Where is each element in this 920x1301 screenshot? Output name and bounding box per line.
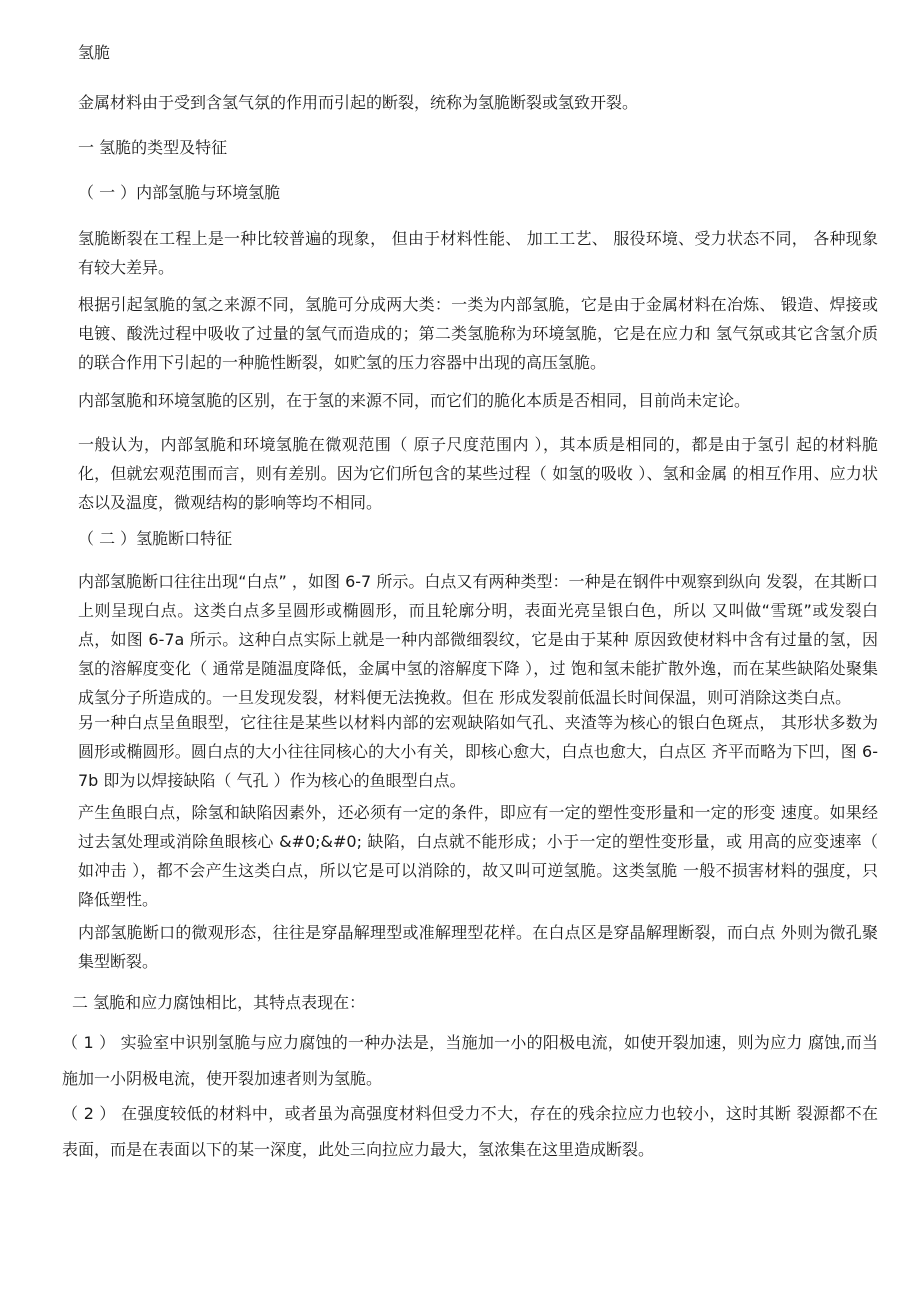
list-item-2-line-2: 表面，而是在表面以下的某一深度，此处三向拉应力最大，氢浓集在这里造成断裂。 [62, 1140, 655, 1159]
paragraph-3: 内部氢脆和环境氢脆的区别，在于氢的来源不同，而它们的脆化本质是否相同，目前尚未定论。 [78, 391, 751, 410]
list-item-1 [62, 1025, 878, 1097]
paragraph-8: 内部氢脆断口的微观形态，往往是穿晶解理型或准解理型花样。在白点区是穿晶解理断裂，而白点 外则为微孔聚集型断裂。 [78, 923, 878, 971]
section1-heading: 一 氢脆的类型及特征 [78, 138, 228, 157]
paragraph-7: 产生鱼眼白点，除氢和缺陷因素外，还必须有一定的条件，即应有一定的塑性变形量和一定的形变 速度。如果经过去氢处理或消除鱼眼核心 &#0;&#0; 缺陷，白点就不能形成；小于一定的塑性变形量，或 用高的应变速率（ 如冲击 ），都不会产生这类白点，所以它是可以消除的，故又叫可逆氢脆。这类氢脆 一般不损害材料的强度，只降低塑性。 [78, 803, 878, 909]
doc-title: 氢脆 [78, 43, 111, 62]
sub2-heading: （ 二 ）氢脆断口特征 [78, 529, 233, 548]
paragraph-2: 根据引起氢脆的氢之来源不同，氢脆可分成两大类：一类为内部氢脆，它是由于金属材料在冶炼、 锻造、焊接或电镀、酸洗过程中吸收了过量的氢气而造成的；第二类氢脆称为环境氢脆，它是在应力和 氢气氛或其它含氢介质的联合作用下引起的一种脆性断裂，如贮氢的压力容器中出现的高压氢脆。 [78, 295, 878, 372]
paragraph-5: 内部氢脆断口往往出现“白点” ，如图 6-7 所示。白点又有两种类型：一种是在钢件中观察到纵向 发裂，在其断口上则呈现白点。这类白点多呈圆形或椭圆形，而且轮廓分明，表面光亮呈银白色，所以 又叫做“雪斑”或发裂白点，如图 6-7a 所示。这种白点实际上就是一种内部微细裂纹，它是由于某种 原因致使材料中含有过量的氢，因氢的溶解度变化（ 通常是随温度降低，金属中氢的溶解度下降 ），过 饱和氢未能扩散外逸，而在某些缺陷处聚集成氢分子所造成的。一旦发现发裂，材料便无法挽救。但在 形成发裂前低温长时间保温，则可消除这类白点。 [78, 572, 878, 707]
paragraph-4: 一般认为，内部氢脆和环境氢脆在微观范围（ 原子尺度范围内 ），其本质是相同的，都是由于氢引 起的材料脆化，但就宏观范围而言，则有差别。因为它们所包含的某些过程（ 如氢的吸收 ）、氢和金属 的相互作用、应力状态以及温度，微观结构的影响等均不相同。 [78, 435, 878, 512]
list-item-1-line-1: （ 1 ） 实验室中识别氢脆与应力腐蚀的一种办法是，当施加一小的阳极电流，如使开裂加速，则为应力 腐蚀,而当 [62, 1033, 878, 1052]
section2-heading: 二 氢脆和应力腐蚀相比，其特点表现在： [72, 993, 366, 1012]
intro-paragraph: 金属材料由于受到含氢气氛的作用而引起的断裂，统称为氢脆断裂或氢致开裂。 [78, 93, 639, 112]
paragraph-1: 氢脆断裂在工程上是一种比较普遍的现象， 但由于材料性能、 加工工艺、 服役环境、受力状态不同， 各种现象有较大差异。 [78, 229, 878, 277]
list-item-2 [62, 1096, 878, 1168]
sub1-heading: （ 一 ）内部氢脆与环境氢脆 [78, 183, 281, 202]
paragraph-6: 另一种白点呈鱼眼型，它往往是某些以材料内部的宏观缺陷如气孔、夹渣等为核心的银白色斑点， 其形状多数为圆形或椭圆形。圆白点的大小往往同核心的大小有关，即核心愈大，白点也愈大，白点区 齐平而略为下凹，图 6-7b 即为以焊接缺陷（ 气孔 ）作为核心的鱼眼型白点。 [78, 713, 878, 790]
list-item-1-line-2: 施加一小阴极电流，使开裂加速者则为氢脆。 [62, 1069, 383, 1088]
list-item-2-line-1: （ 2 ） 在强度较低的材料中，或者虽为高强度材料但受力不大，存在的残余拉应力也较小，这时其断 裂源都不在 [62, 1104, 878, 1123]
